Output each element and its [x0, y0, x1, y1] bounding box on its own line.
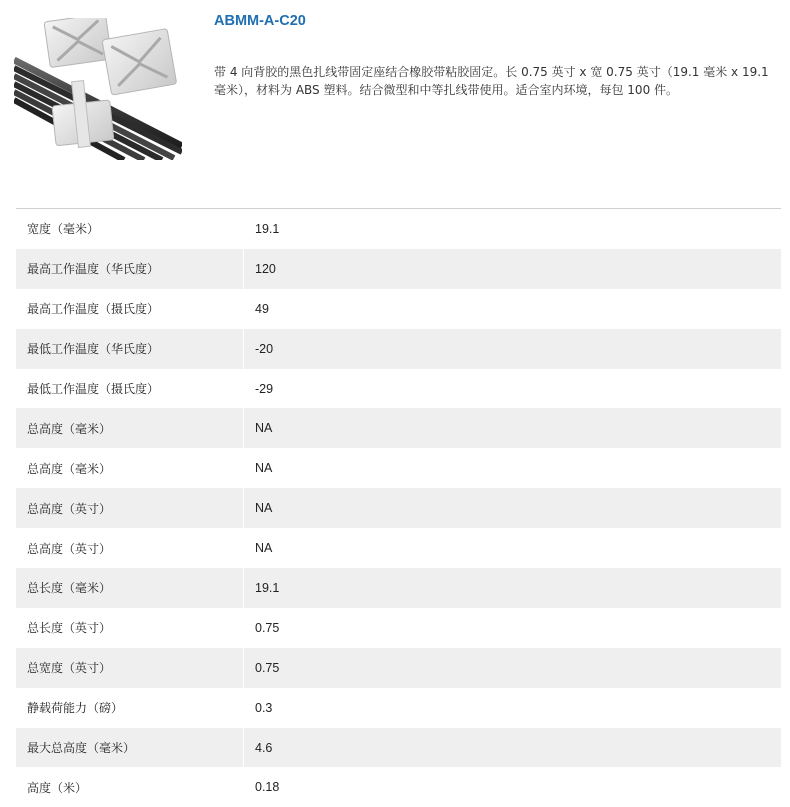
- spec-value: -20: [255, 341, 274, 356]
- table-row: [16, 448, 781, 488]
- spec-value: NA: [255, 541, 273, 556]
- spec-name: 最低工作温度（摄氏度）: [16, 369, 244, 409]
- spec-name: 总高度（毫米）: [16, 408, 244, 448]
- product-title: ABMM-A-C20: [214, 13, 306, 29]
- table-row: [16, 608, 781, 648]
- table-row: [16, 369, 781, 409]
- spec-value: NA: [255, 501, 273, 516]
- table-row: [16, 249, 781, 289]
- spec-value: NA: [255, 461, 273, 476]
- cable-tie-mount-photo: [14, 18, 182, 160]
- product-description: 带 4 向背胶的黑色扎线带固定座结合橡胶带粘胶固定。长 0.75 英寸 x 宽 0.75 英寸（19.1 毫米 x 19.1 毫米），材料为 ABS 塑料。结合微型和中等扎线带使用。适合室内环境，每包 100 件。: [214, 65, 769, 97]
- table-row: [16, 408, 781, 448]
- table-row: [16, 209, 781, 249]
- spec-name: 总长度（毫米）: [16, 568, 244, 608]
- table-row: [16, 688, 781, 728]
- spec-name: 最高工作温度（摄氏度）: [16, 289, 244, 329]
- spec-name: 宽度（毫米）: [16, 209, 244, 249]
- spec-value: 120: [255, 261, 276, 276]
- spec-name: 总高度（英寸）: [16, 528, 244, 568]
- spec-name: 静载荷能力（磅）: [16, 688, 244, 728]
- spec-table: [16, 208, 781, 807]
- spec-name: 总宽度（英寸）: [16, 648, 244, 688]
- spec-value: NA: [255, 421, 273, 436]
- spec-value: 19.1: [255, 580, 280, 595]
- spec-value: 0.18: [255, 780, 280, 795]
- spec-value: 4.6: [255, 740, 273, 755]
- spec-value: 49: [255, 301, 269, 316]
- spec-value: 0.75: [255, 660, 280, 675]
- spec-name: 高度（米）: [16, 767, 244, 807]
- product-image: [14, 18, 182, 160]
- spec-name: 最低工作温度（华氏度）: [16, 329, 244, 369]
- spec-name: 最大总高度（毫米）: [16, 728, 244, 768]
- table-row: [16, 329, 781, 369]
- spec-name: 总高度（英寸）: [16, 488, 244, 528]
- table-row: [16, 568, 781, 608]
- spec-value: -29: [255, 381, 274, 396]
- spec-value: 0.3: [255, 700, 273, 715]
- spec-value: 19.1: [255, 221, 280, 236]
- table-row: [16, 528, 781, 568]
- table-row: [16, 488, 781, 528]
- spec-name: 总高度（毫米）: [16, 448, 244, 488]
- table-row: [16, 648, 781, 688]
- table-row: [16, 767, 781, 807]
- spec-name: 最高工作温度（华氏度）: [16, 249, 244, 289]
- table-row: [16, 289, 781, 329]
- table-row: [16, 728, 781, 768]
- spec-value: 0.75: [255, 620, 280, 635]
- spec-name: 总长度（英寸）: [16, 608, 244, 648]
